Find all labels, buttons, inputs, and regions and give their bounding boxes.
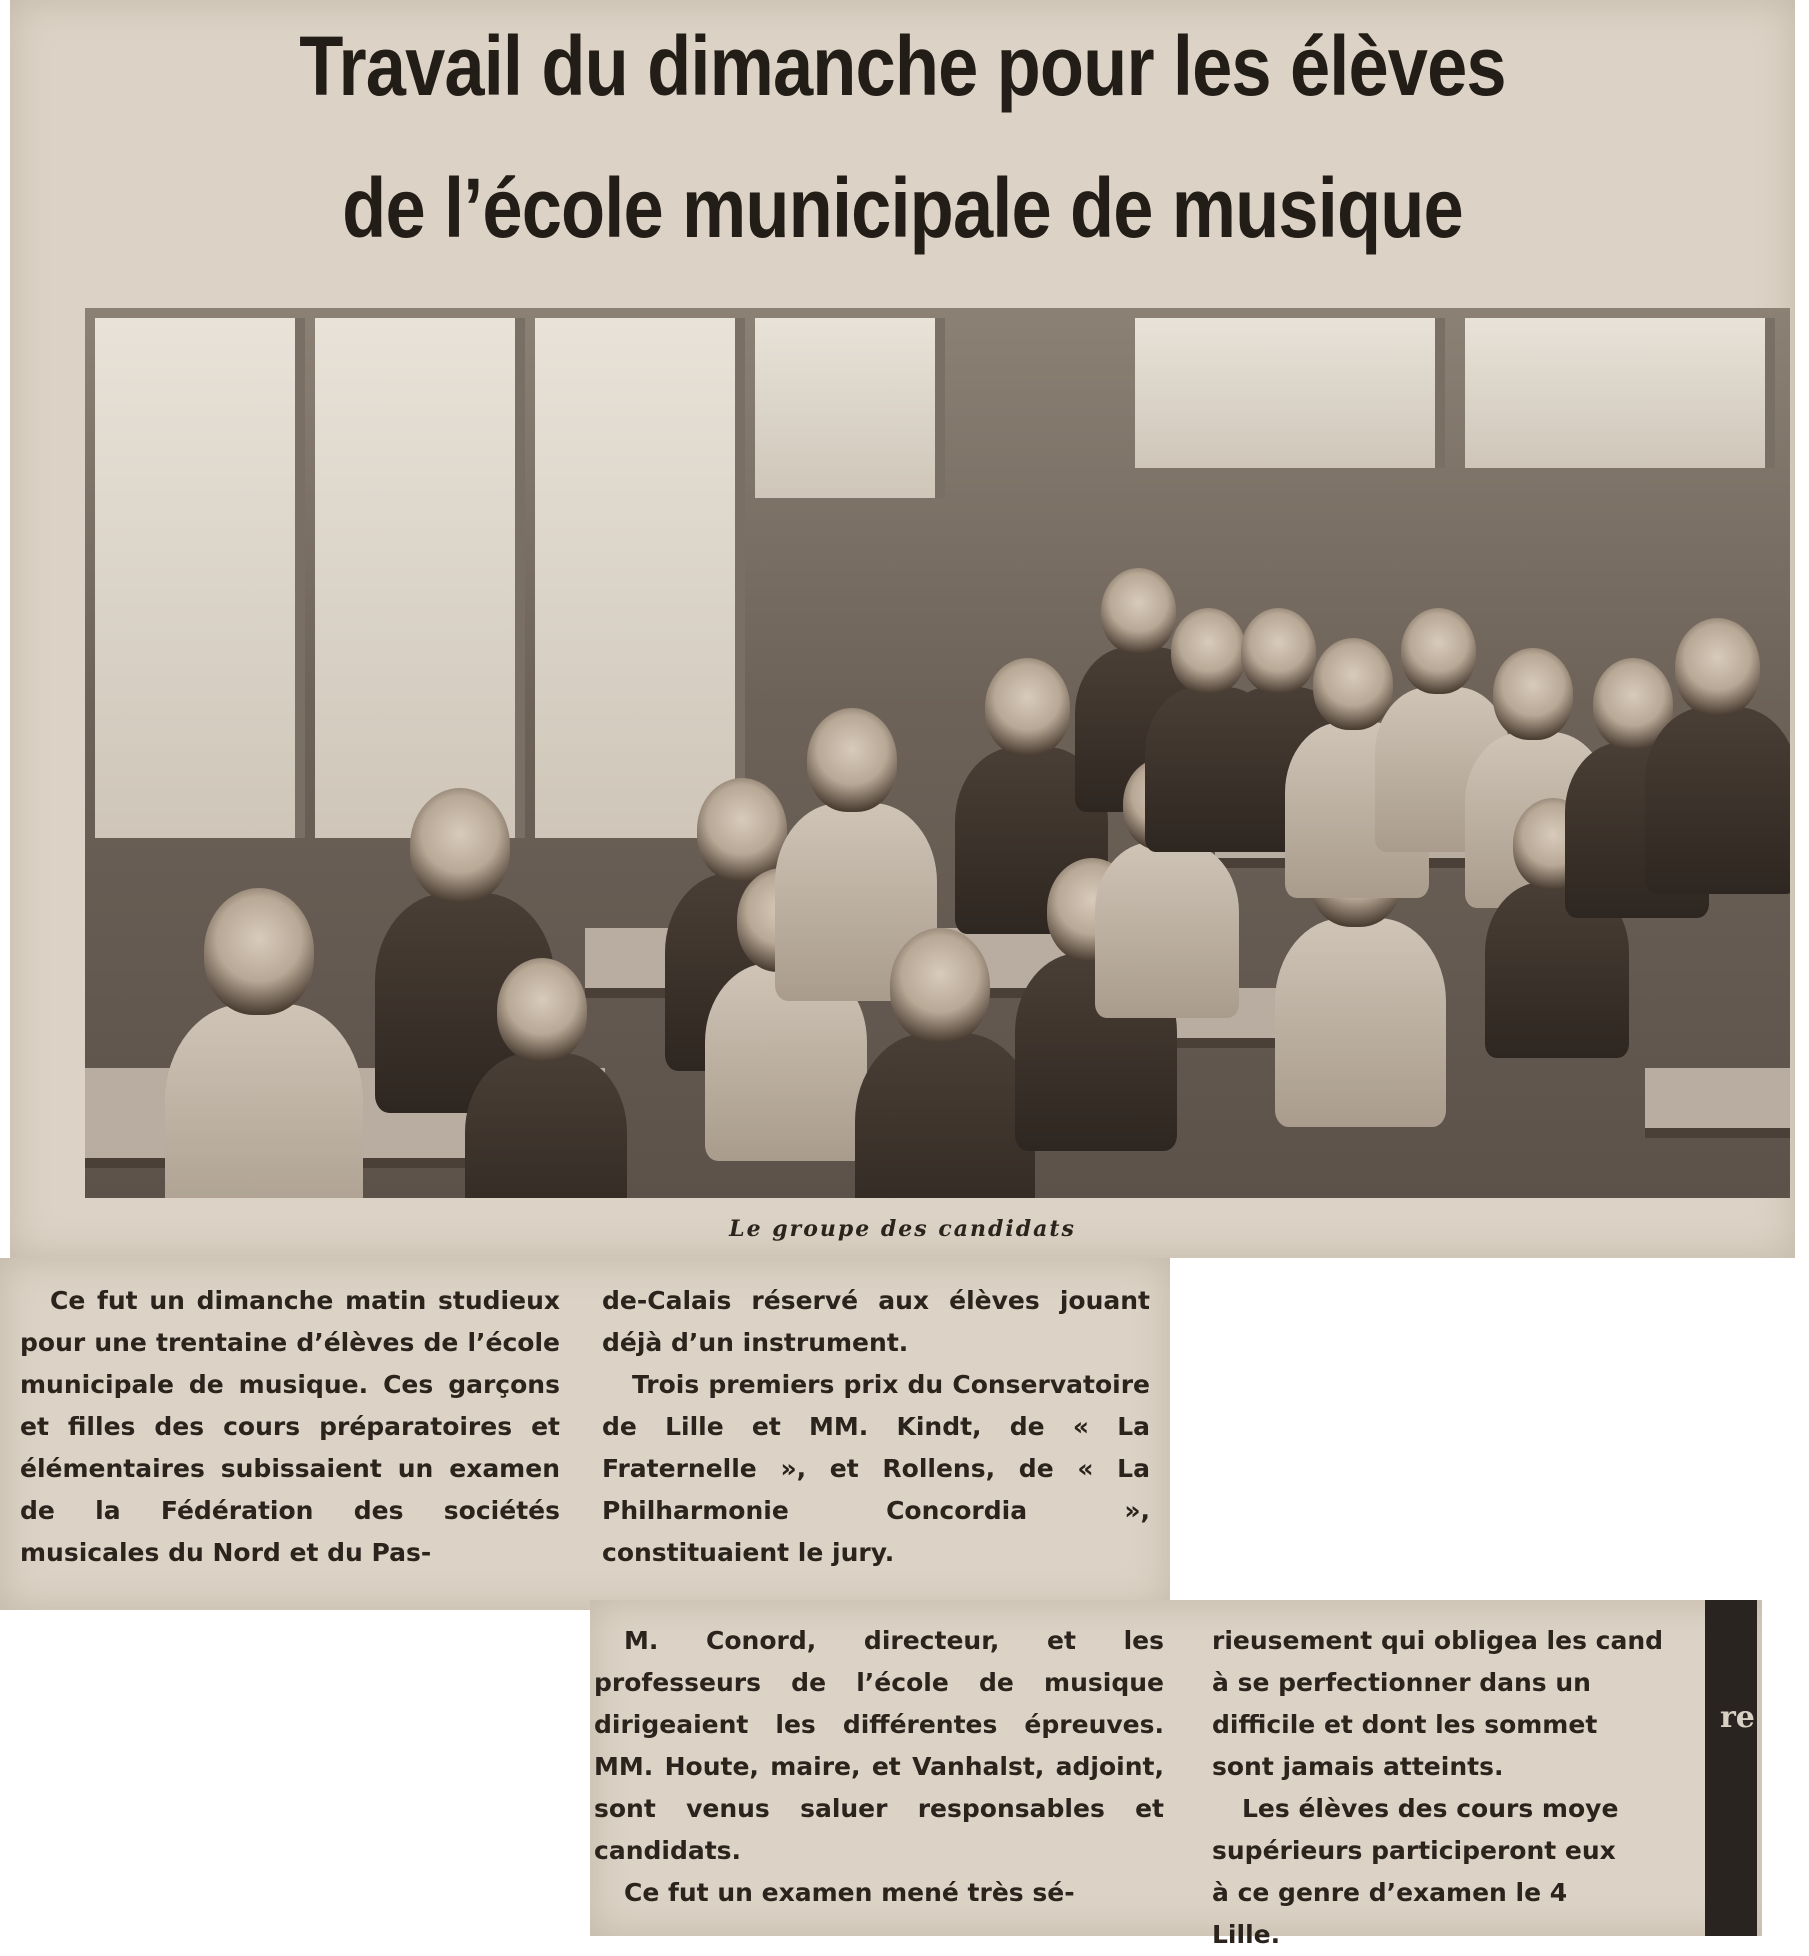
photo-person-head: [985, 658, 1070, 756]
photo-person-head: [1171, 608, 1246, 694]
photo-person-head: [697, 778, 787, 882]
photo-person-head: [1313, 638, 1393, 730]
paragraph: Lille.: [1212, 1920, 1281, 1949]
photo-person-head: [1675, 618, 1760, 716]
clipping-edge-strip: [1705, 1600, 1757, 1936]
photo-person-head: [1101, 568, 1176, 654]
paragraph: Trois premiers prix du Conservatoire de Lille et MM. Kindt, de « La Fraternelle », et Rollens, de « La Philharmonie Concordia », constituaient le jury.: [602, 1370, 1150, 1567]
photo-person-head: [1493, 648, 1573, 740]
photo-window: [755, 318, 945, 498]
photo-window: [315, 318, 525, 838]
edge-text-fragment: re: [1720, 1700, 1755, 1735]
photo-person-head: [204, 888, 314, 1015]
photo-person-head: [410, 788, 510, 903]
photo-person-head: [807, 708, 897, 812]
photo-person-body: [1275, 918, 1446, 1127]
paragraph: sont jamais atteints.: [1212, 1752, 1504, 1781]
photo-window: [95, 318, 305, 838]
photo-window: [1135, 318, 1445, 468]
photo-person-body: [855, 1033, 1035, 1198]
paragraph: difficile et dont les sommet: [1212, 1710, 1598, 1739]
photo-person-head: [1241, 608, 1316, 694]
photo-person-body: [165, 1004, 363, 1199]
photo-desk: [1645, 1068, 1790, 1138]
photo-person-head: [890, 928, 990, 1043]
photo-window: [535, 318, 745, 838]
article-column-2: [602, 1280, 1150, 1574]
article-column-4: [1212, 1620, 1702, 1956]
article-column-1: [20, 1280, 560, 1574]
photo-window: [1465, 318, 1775, 468]
paragraph: M. Conord, directeur, et les professeurs de l’école de musique dirigeaient les différentes épreuves. MM. Houte, maire, et Vanhalst, adjoint, sont venus saluer responsables et candidats.: [594, 1626, 1164, 1865]
paragraph: Ce fut un dimanche matin studieux pour une trentaine d’élèves de l’école municipale de musique. Ces garçons et filles des cours préparatoires et élémentaires subissaient un examen de la Fédération des sociétés musicales du Nord et du Pas-: [20, 1286, 560, 1567]
article-column-3: [594, 1620, 1164, 1914]
paragraph: rieusement qui obligea les cand: [1212, 1626, 1664, 1655]
photo-person-head: [497, 958, 587, 1062]
group-photo: [85, 308, 1790, 1198]
photo-person-body: [465, 1053, 627, 1199]
paragraph: Les élèves des cours moye: [1242, 1794, 1619, 1823]
paragraph: supérieurs participeront eux: [1212, 1836, 1616, 1865]
photo-person-head: [1401, 608, 1476, 694]
paragraph: Ce fut un examen mené très sé-: [624, 1878, 1075, 1907]
photo-person-body: [1645, 707, 1790, 894]
paragraph: de-Calais réservé aux élèves jouant déjà d’un instrument.: [602, 1286, 1150, 1357]
paragraph: à se perfectionner dans un: [1212, 1668, 1591, 1697]
headline-line-2: de l’école municipale de musique: [342, 161, 1463, 255]
photo-caption: Le groupe des candidats: [729, 1216, 1076, 1242]
headline-line-1: Travail du dimanche pour les élèves: [299, 19, 1506, 113]
paragraph: à ce genre d’examen le 4: [1212, 1878, 1568, 1907]
photo-person-body: [1095, 842, 1239, 1018]
